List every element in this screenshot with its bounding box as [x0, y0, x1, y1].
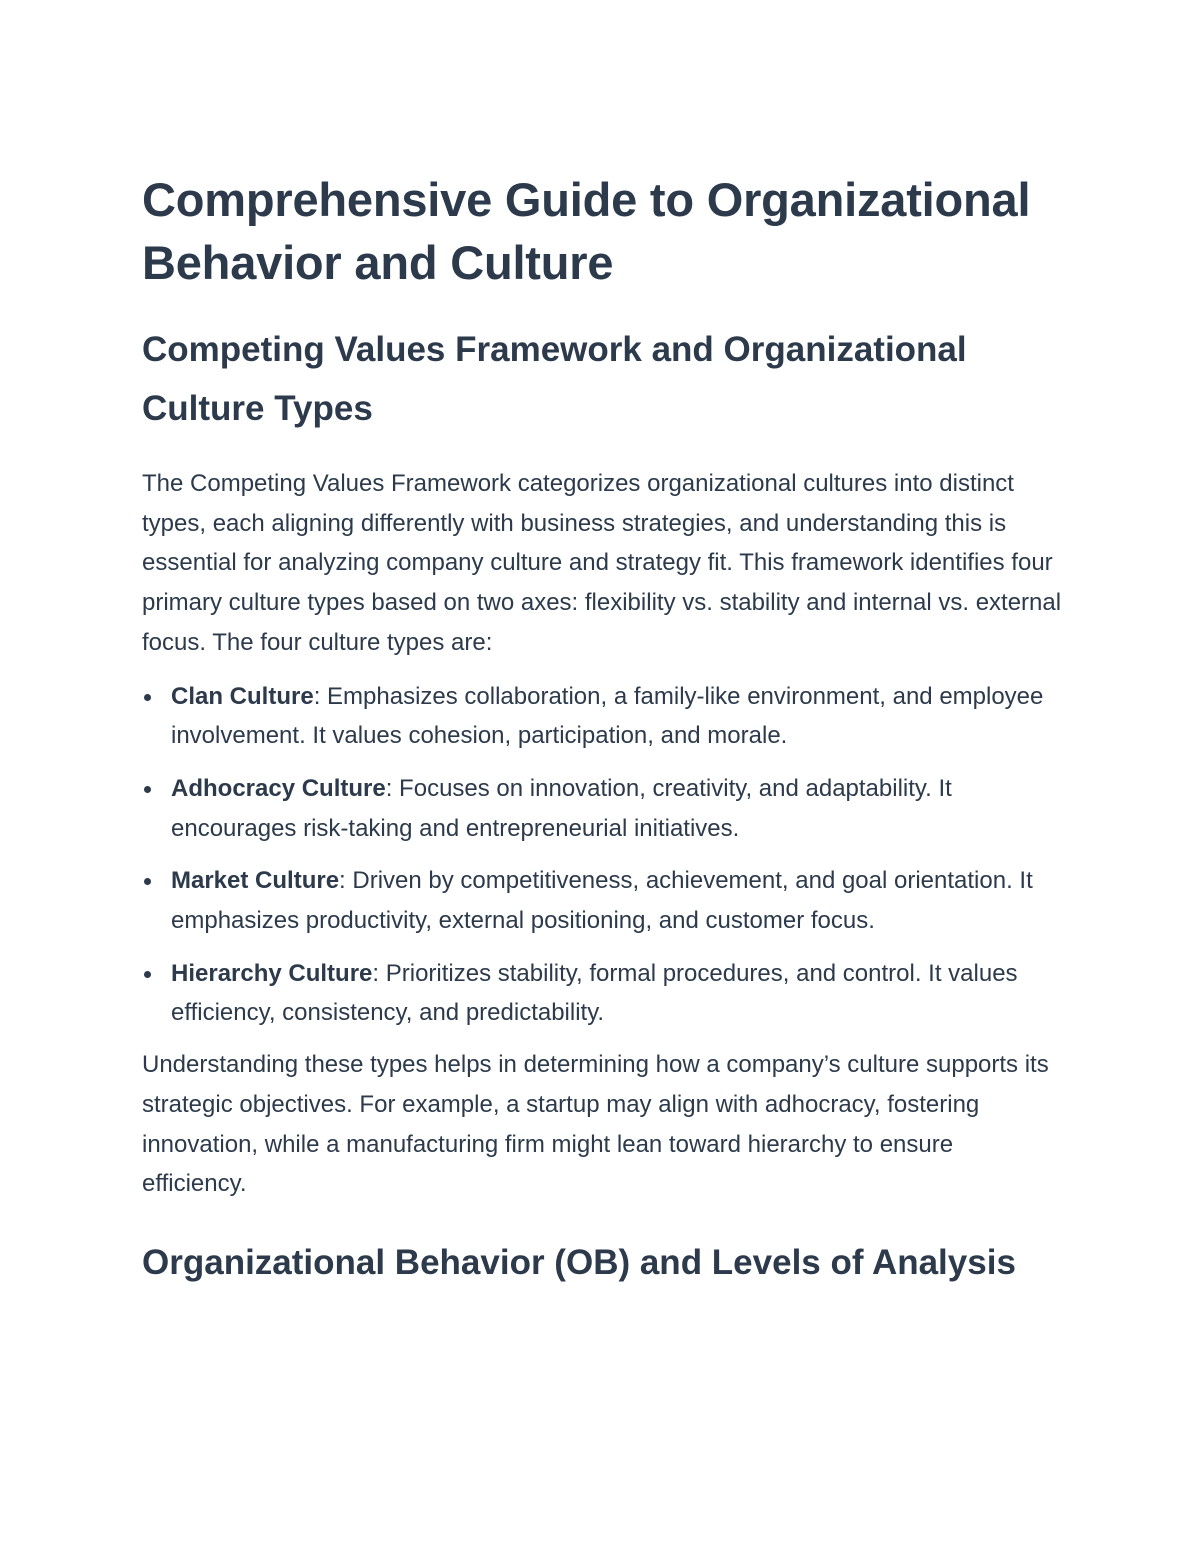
culture-types-list [142, 677, 1062, 1034]
list-item-description: : Emphasizes collaboration, a family-like environment, and employee involvement. It values cohesion, participation, and morale. [171, 682, 1044, 750]
list-item-term: Hierarchy Culture [171, 959, 373, 987]
section-heading-competing-values: Competing Values Framework and Organizational Culture Types [142, 330, 967, 428]
list-item-adhocracy-culture [142, 769, 1062, 848]
list-item-market-culture [142, 861, 1062, 940]
list-item-term: Adhocracy Culture [171, 774, 386, 802]
list-item-term: Market Culture [171, 867, 340, 895]
section-closing-paragraph: Understanding these types helps in determining how a company’s culture supports its strategic objectives. For example, a startup may align with adhocracy, fostering innovation, while a manufacturing firm might lean toward hierarchy to ensure efficiency. [142, 1051, 1049, 1198]
list-item-description: : Focuses on innovation, creativity, and adaptability. It encourages risk-taking and entrepreneurial initiatives. [171, 774, 952, 842]
bullet-icon [144, 694, 151, 701]
document-title: Comprehensive Guide to Organizational Behavior and Culture [142, 173, 1031, 289]
list-item-description: : Prioritizes stability, formal procedures, and control. It values efficiency, consistency, and predictability. [171, 959, 1018, 1027]
list-item-term: Clan Culture [171, 682, 314, 710]
section-heading-organizational-behavior: Organizational Behavior (OB) and Levels of Analysis [142, 1242, 1016, 1282]
bullet-icon [144, 878, 151, 885]
list-item-hierarchy-culture [142, 954, 1062, 1033]
document-page [142, 168, 1062, 1292]
bullet-icon [144, 971, 151, 978]
list-item-description: : Driven by competitiveness, achievement, and goal orientation. It emphasizes productivity, external positioning, and customer focus. [171, 867, 1033, 935]
bullet-icon [144, 786, 151, 793]
section-intro-paragraph: The Competing Values Framework categorizes organizational cultures into distinct types, each aligning differently with business strategies, and understanding this is essential for analyzing company culture and strategy fit. This framework identifies four primary culture types based on two axes: flexibility vs. stability and internal vs. external focus. The four culture types are: [142, 470, 1062, 656]
list-item-clan-culture [142, 677, 1062, 756]
